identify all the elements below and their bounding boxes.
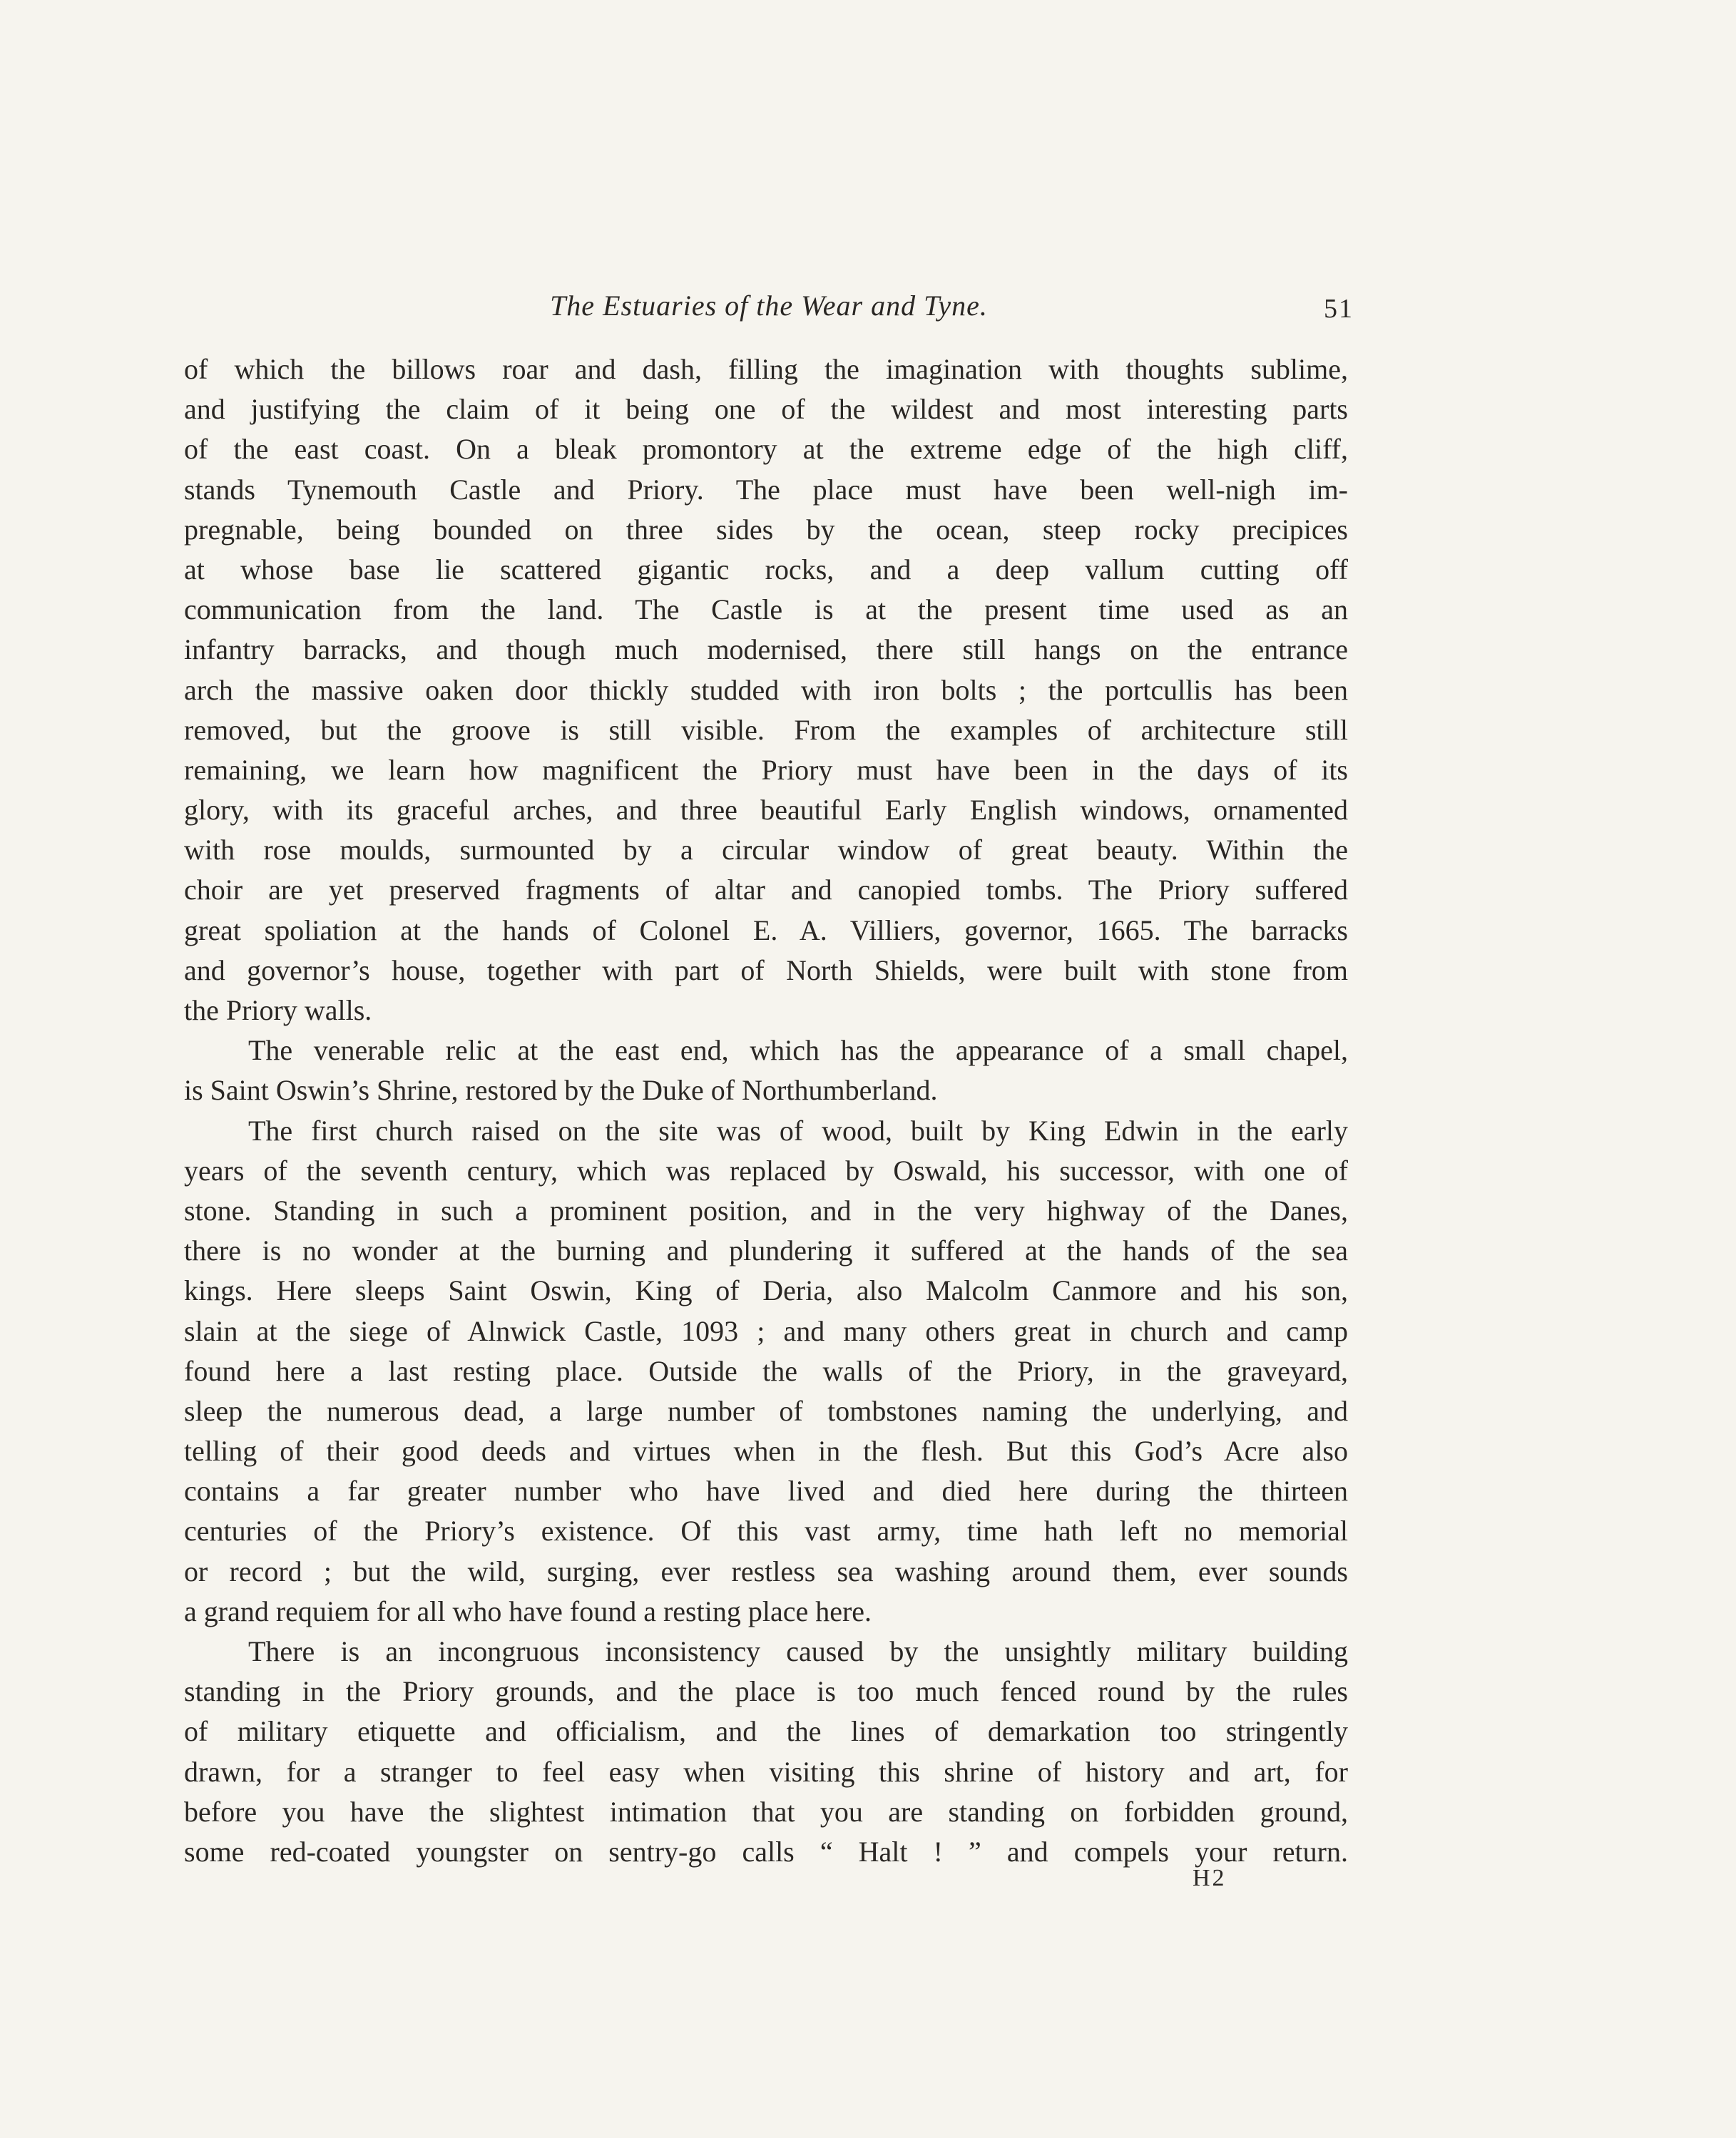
text-line: or record ; but the wild, surging, ever restless sea washing around them, ever sounds	[184, 1555, 1348, 1587]
text-line: There is an incongruous inconsistency caused by the unsightly military building	[248, 1635, 1348, 1667]
text-line: glory, with its graceful arches, and three beautiful Early English windows, ornamented	[184, 794, 1348, 827]
text-line: and governor’s house, together with part of North Shields, were built with stone from	[184, 953, 1348, 986]
text-line: arch the massive oaken door thickly studded with iron bolts ; the portcullis has been	[184, 673, 1348, 706]
text-line: slain at the siege of Alnwick Castle, 1093 ; and many others great in church and camp	[184, 1314, 1348, 1347]
text-line: removed, but the groove is still visible. From the examples of architecture still	[184, 713, 1348, 746]
text-line: of which the billows roar and dash, filling the imagination with thoughts sublime,	[184, 353, 1348, 385]
text-line: remaining, we learn how magnificent the Priory must have been in the days of its	[184, 753, 1348, 786]
text-line: and justifying the claim of it being one of the wildest and most interesting parts	[184, 393, 1348, 426]
text-line: at whose base lie scattered gigantic rocks, and a deep vallum cutting off	[184, 553, 1348, 585]
text-line: sleep the numerous dead, a large number of tombstones naming the underlying, and	[184, 1394, 1348, 1427]
body-text	[184, 349, 1348, 1872]
text-line: infantry barracks, and though much modernised, there still hangs on the entrance	[184, 633, 1348, 666]
text-line: there is no wonder at the burning and plundering it suffered at the hands of the sea	[184, 1234, 1348, 1267]
text-line: choir are yet preserved fragments of altar and canopied tombs. The Priory suffered	[184, 874, 1348, 906]
text-line: stands Tynemouth Castle and Priory. The place must have been well-nigh im-	[184, 473, 1348, 506]
text-line: found here a last resting place. Outside the walls of the Priory, in the graveyard,	[184, 1354, 1348, 1387]
text-line: centuries of the Priory’s existence. Of this vast army, time hath left no memorial	[184, 1515, 1348, 1548]
running-head	[184, 289, 1354, 332]
text-line: standing in the Priory grounds, and the place is too much fenced round by the rules	[184, 1675, 1348, 1708]
text-line: kings. Here sleeps Saint Oswin, King of Deria, also Malcolm Canmore and his son,	[184, 1274, 1348, 1307]
text-line: communication from the land. The Castle is at the present time used as an	[184, 593, 1348, 626]
text-line: some red-coated youngster on sentry-go calls “ Halt ! ” and compels your return.	[184, 1835, 1348, 1868]
text-line: before you have the slightest intimation that you are standing on forbidden ground,	[184, 1795, 1348, 1828]
text-line: a grand requiem for all who have found a resting place here.	[184, 1595, 872, 1627]
text-line: of military etiquette and officialism, and the lines of demarkation too stringently	[184, 1715, 1348, 1748]
text-line: The venerable relic at the east end, which has the appearance of a small chapel,	[248, 1034, 1348, 1067]
page-number: 51	[1324, 294, 1354, 324]
text-line: great spoliation at the hands of Colonel E. A. Villiers, governor, 1665. The barracks	[184, 914, 1348, 946]
text-line: years of the seventh century, which was replaced by Oswald, his successor, with one of	[184, 1154, 1348, 1187]
text-line: contains a far greater number who have lived and died here during the thirteen	[184, 1475, 1348, 1508]
text-line: of the east coast. On a bleak promontory at the extreme edge of the high cliff,	[184, 433, 1348, 466]
signature-mark: H2	[1193, 1865, 1227, 1891]
text-line: stone. Standing in such a prominent position, and in the very highway of the Danes,	[184, 1194, 1348, 1227]
running-title: The Estuaries of the Wear and Tyne.	[550, 290, 988, 322]
text-line: drawn, for a stranger to feel easy when visiting this shrine of history and art, for	[184, 1755, 1348, 1788]
text-line: telling of their good deeds and virtues when in the flesh. But this God’s Acre also	[184, 1435, 1348, 1468]
text-line: is Saint Oswin’s Shrine, restored by the Duke of Northumberland.	[184, 1074, 938, 1107]
text-line: pregnable, being bounded on three sides by the ocean, steep rocky precipices	[184, 513, 1348, 546]
text-line: the Priory walls.	[184, 994, 372, 1026]
text-line: The first church raised on the site was of wood, built by King Edwin in the early	[248, 1114, 1348, 1147]
text-line: with rose moulds, surmounted by a circular window of great beauty. Within the	[184, 834, 1348, 866]
